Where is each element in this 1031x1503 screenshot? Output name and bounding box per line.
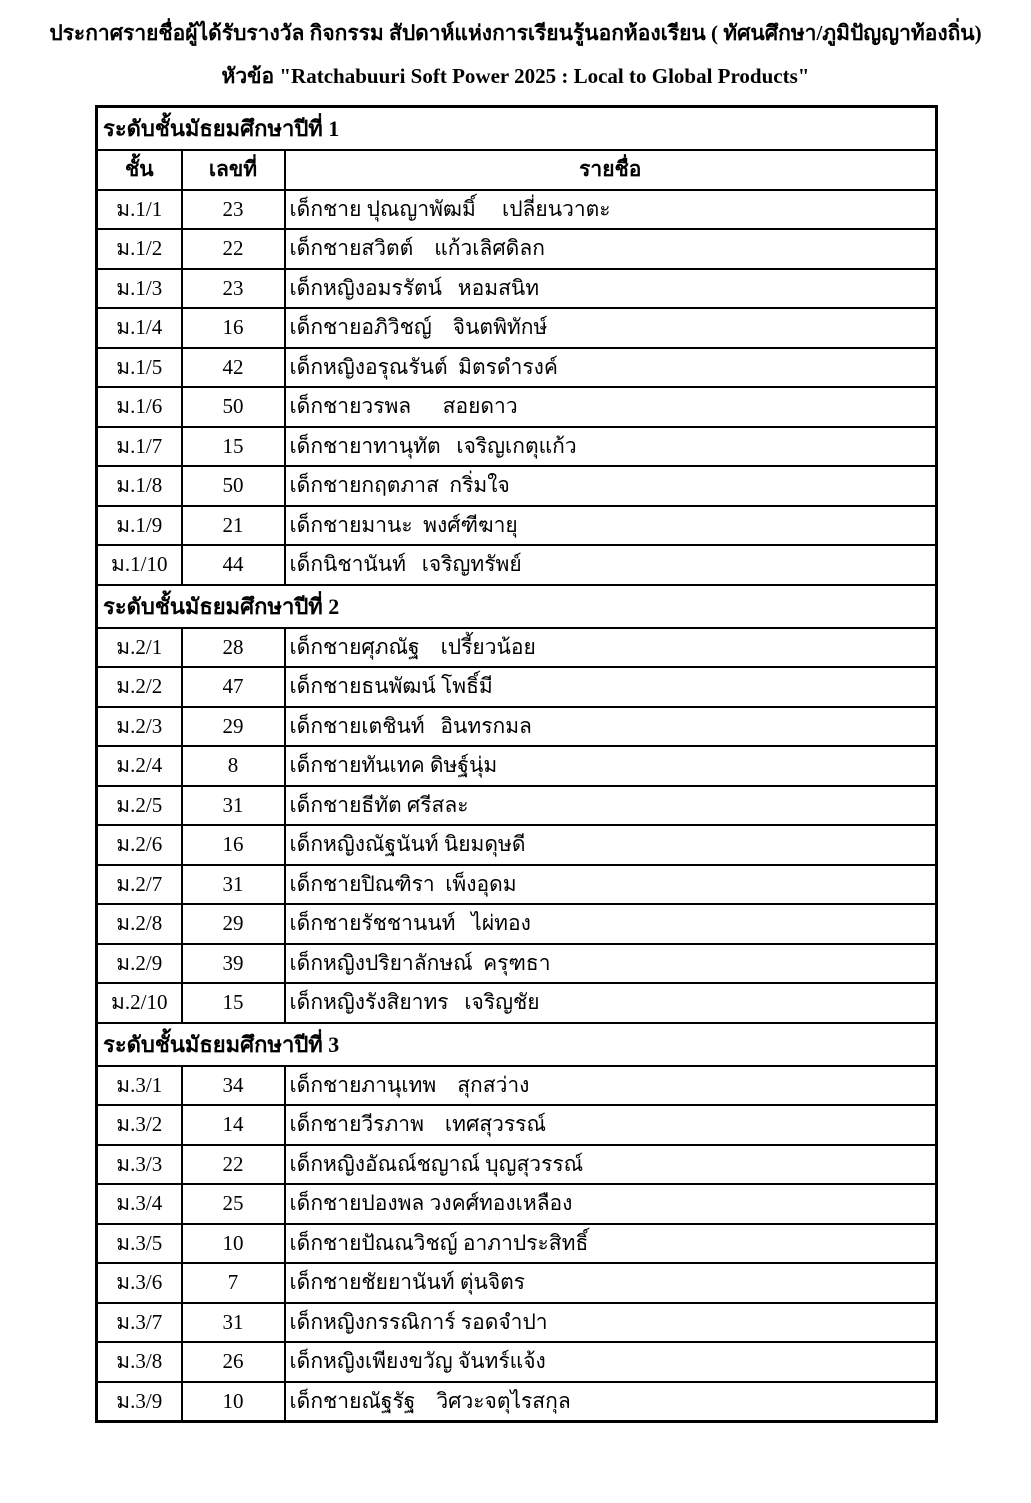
row-number-cell: 7 (182, 1263, 285, 1303)
table-row (97, 746, 937, 786)
row-class-cell: ม.2/7 (97, 865, 182, 905)
table-row (97, 667, 937, 707)
row-name-cell: เด็กชายชัยยานันท์ ตุ่นจิตร (285, 1263, 937, 1303)
table-row (97, 1382, 937, 1422)
table-row (97, 707, 937, 747)
row-number-cell: 14 (182, 1105, 285, 1145)
row-number-cell: 44 (182, 545, 285, 585)
row-name-cell: เด็กชายทันเทค ดิษฐ์นุ่ม (285, 746, 937, 786)
row-number-cell: 29 (182, 707, 285, 747)
table-row (97, 825, 937, 865)
row-number-cell: 50 (182, 387, 285, 427)
section-header-label: ระดับชั้นมัธยมศึกษาปีที่ 1 (97, 106, 937, 150)
row-class-cell: ม.2/9 (97, 944, 182, 984)
table-row (97, 545, 937, 585)
row-name-cell: เด็กหญิงอมรรัตน์ หอมสนิท (285, 269, 937, 309)
row-class-cell: ม.1/8 (97, 466, 182, 506)
row-number-cell: 39 (182, 944, 285, 984)
row-name-cell: เด็กชายธนพัฒน์ โพธิ์มี (285, 667, 937, 707)
row-name-cell: เด็กชายปองพล วงคศ์ทองเหลือง (285, 1184, 937, 1224)
row-name-cell: เด็กชายศุภณัฐ เปรี้ยวน้อย (285, 628, 937, 668)
row-number-cell: 31 (182, 1303, 285, 1343)
row-name-cell: เด็กชายธีทัต ศรีสละ (285, 786, 937, 826)
row-number-cell: 50 (182, 466, 285, 506)
table-row (97, 1303, 937, 1343)
row-class-cell: ม.1/10 (97, 545, 182, 585)
row-name-cell: เด็กชายภานุเทพ สุกสว่าง (285, 1066, 937, 1106)
row-class-cell: ม.2/1 (97, 628, 182, 668)
row-name-cell: เด็กชายปัณณวิชญ์ อาภาประสิทธิ์ (285, 1224, 937, 1264)
row-number-cell: 15 (182, 427, 285, 467)
row-number-cell: 42 (182, 348, 285, 388)
row-name-cell: เด็กชายมานะ พงศ์ฑีฆายุ (285, 506, 937, 546)
table-row (97, 229, 937, 269)
row-number-cell: 10 (182, 1224, 285, 1264)
row-class-cell: ม.1/1 (97, 190, 182, 230)
row-class-cell: ม.1/6 (97, 387, 182, 427)
section-header-row (97, 1023, 937, 1066)
row-class-cell: ม.2/10 (97, 983, 182, 1023)
row-number-cell: 23 (182, 190, 285, 230)
row-class-cell: ม.1/7 (97, 427, 182, 467)
row-number-cell: 22 (182, 1145, 285, 1185)
row-number-cell: 8 (182, 746, 285, 786)
row-class-cell: ม.3/1 (97, 1066, 182, 1106)
row-name-cell: เด็กชายรัชชานนท์ ไผ่ทอง (285, 904, 937, 944)
table-row (97, 506, 937, 546)
row-number-cell: 15 (182, 983, 285, 1023)
row-name-cell: เด็กหญิงกรรณิการ์ รอดจำปา (285, 1303, 937, 1343)
row-name-cell: เด็กหญิงอรุณรันต์ มิตรดำรงค์ (285, 348, 937, 388)
row-number-cell: 22 (182, 229, 285, 269)
table-row (97, 1342, 937, 1382)
row-class-cell: ม.2/3 (97, 707, 182, 747)
row-class-cell: ม.3/5 (97, 1224, 182, 1264)
row-class-cell: ม.2/6 (97, 825, 182, 865)
row-number-cell: 47 (182, 667, 285, 707)
table-row (97, 348, 937, 388)
section-header-row (97, 106, 937, 150)
table-row (97, 427, 937, 467)
column-header-number: เลขที่ (182, 150, 285, 190)
row-name-cell: เด็กชายอภิวิชญ์ จินตพิทักษ์ (285, 308, 937, 348)
row-class-cell: ม.1/5 (97, 348, 182, 388)
table-row (97, 190, 937, 230)
row-class-cell: ม.3/6 (97, 1263, 182, 1303)
row-number-cell: 16 (182, 308, 285, 348)
table-row (97, 1105, 937, 1145)
row-number-cell: 25 (182, 1184, 285, 1224)
row-class-cell: ม.3/4 (97, 1184, 182, 1224)
table-row (97, 904, 937, 944)
section-header-label: ระดับชั้นมัธยมศึกษาปีที่ 3 (97, 1023, 937, 1066)
row-name-cell: เด็กหญิงเพียงขวัญ จันทร์แจ้ง (285, 1342, 937, 1382)
row-number-cell: 28 (182, 628, 285, 668)
section-header-label: ระดับชั้นมัธยมศึกษาปีที่ 2 (97, 585, 937, 628)
table-row (97, 865, 937, 905)
row-name-cell: เด็กชายกฤตภาส กริ่มใจ (285, 466, 937, 506)
table-row (97, 387, 937, 427)
row-name-cell: เด็กชายวรพล สอยดาว (285, 387, 937, 427)
row-class-cell: ม.3/2 (97, 1105, 182, 1145)
row-class-cell: ม.2/8 (97, 904, 182, 944)
row-name-cell: เด็กชายสวิตต์ แก้วเลิศดิลก (285, 229, 937, 269)
row-number-cell: 29 (182, 904, 285, 944)
table-row (97, 269, 937, 309)
table-row (97, 1224, 937, 1264)
row-class-cell: ม.3/7 (97, 1303, 182, 1343)
table-row (97, 1263, 937, 1303)
column-header-name: รายชื่อ (285, 150, 937, 190)
announcement-subtitle: หัวข้อ "Ratchabuuri Soft Power 2025 : Local to Global Products" (221, 64, 810, 89)
row-name-cell: เด็กชาย ปุณญาพัฒมิ์ เปลี่ยนวาตะ (285, 190, 937, 230)
row-name-cell: เด็กหญิงปริยาลักษณ์ ครุฑธา (285, 944, 937, 984)
row-class-cell: ม.3/8 (97, 1342, 182, 1382)
row-name-cell: เด็กชายาทานุทัต เจริญเกตุแก้ว (285, 427, 937, 467)
row-name-cell: เด็กหญิงณัฐนันท์ นิยมดุษดี (285, 825, 937, 865)
row-name-cell: เด็กชายณัฐรัฐ วิศวะจตุไรสกุล (285, 1382, 937, 1422)
table-row (97, 1145, 937, 1185)
award-table-body (97, 106, 937, 1422)
row-number-cell: 16 (182, 825, 285, 865)
table-row (97, 1184, 937, 1224)
table-row (97, 466, 937, 506)
row-number-cell: 21 (182, 506, 285, 546)
row-number-cell: 10 (182, 1382, 285, 1422)
column-header-row (97, 150, 937, 190)
table-row (97, 628, 937, 668)
row-name-cell: เด็กชายเตชินท์ อินทรกมล (285, 707, 937, 747)
table-row (97, 983, 937, 1023)
table-row (97, 786, 937, 826)
table-row (97, 944, 937, 984)
row-class-cell: ม.3/3 (97, 1145, 182, 1185)
row-name-cell: เด็กชายวีรภาพ เทศสุวรรณ์ (285, 1105, 937, 1145)
row-name-cell: เด็กชายปิณฑิรา เพ็งอุดม (285, 865, 937, 905)
award-recipients-table (95, 105, 938, 1424)
row-class-cell: ม.2/2 (97, 667, 182, 707)
announcement-title: ประกาศรายชื่อผู้ได้รับรางวัล กิจกรรม สัปดาห์แห่งการเรียนรู้นอกห้องเรียน ( ทัศนศึกษา/ภูมิปัญญาท้องถิ่น) (49, 21, 982, 45)
row-name-cell: เด็กนิชานันท์ เจริญทรัพย์ (285, 545, 937, 585)
row-number-cell: 31 (182, 786, 285, 826)
row-class-cell: ม.1/4 (97, 308, 182, 348)
row-class-cell: ม.2/5 (97, 786, 182, 826)
row-class-cell: ม.2/4 (97, 746, 182, 786)
row-class-cell: ม.1/9 (97, 506, 182, 546)
table-row (97, 308, 937, 348)
column-header-class: ชั้น (97, 150, 182, 190)
row-class-cell: ม.1/3 (97, 269, 182, 309)
row-number-cell: 31 (182, 865, 285, 905)
row-class-cell: ม.1/2 (97, 229, 182, 269)
row-name-cell: เด็กหญิงอัณณ์ชญาณ์ บุญสุวรรณ์ (285, 1145, 937, 1185)
row-number-cell: 23 (182, 269, 285, 309)
row-number-cell: 34 (182, 1066, 285, 1106)
row-class-cell: ม.3/9 (97, 1382, 182, 1422)
row-number-cell: 26 (182, 1342, 285, 1382)
table-row (97, 1066, 937, 1106)
row-name-cell: เด็กหญิงรังสิยาทร เจริญชัย (285, 983, 937, 1023)
section-header-row (97, 585, 937, 628)
